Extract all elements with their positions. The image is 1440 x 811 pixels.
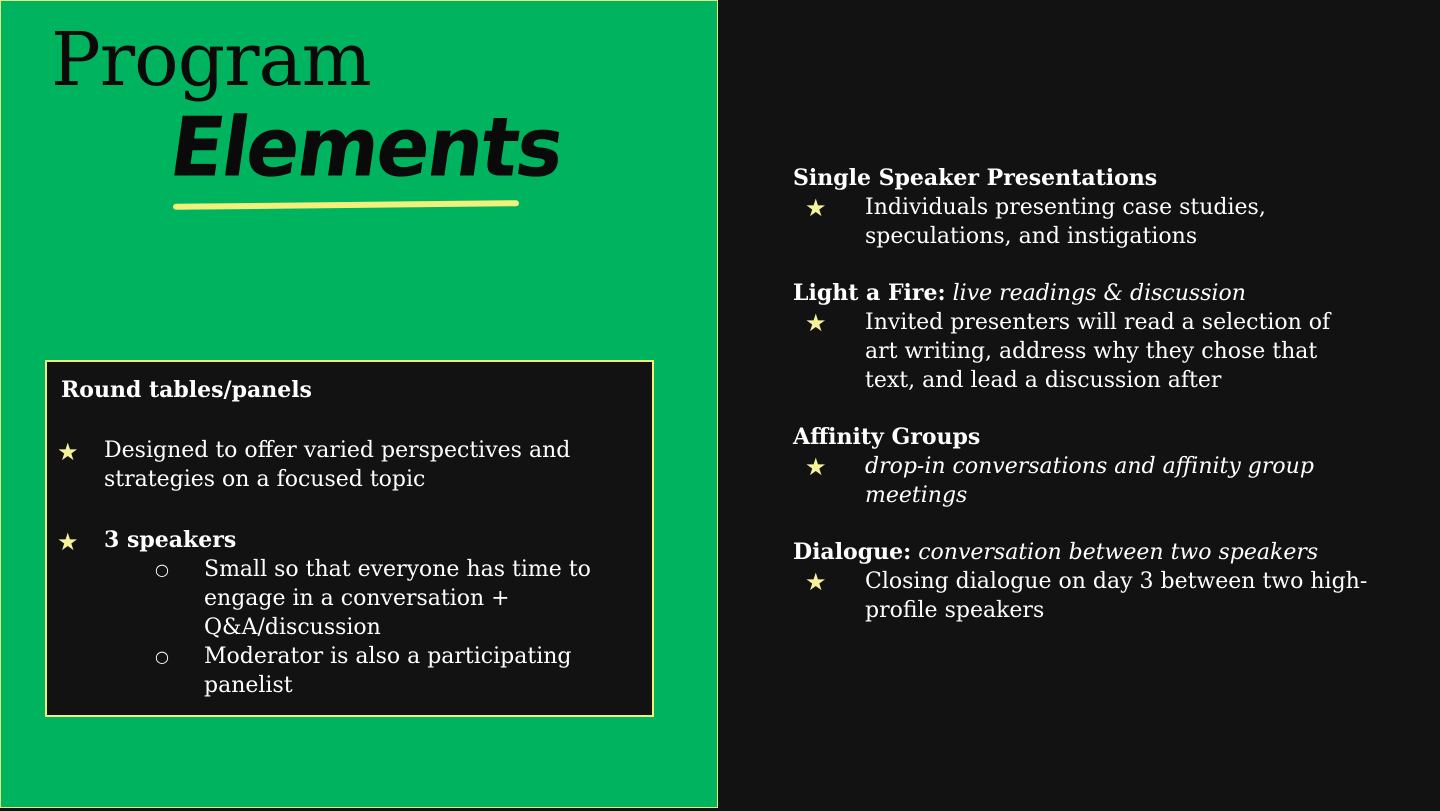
right-panel — [720, 0, 1440, 811]
section-heading-affinity-groups — [793, 423, 980, 452]
section-bullet: Invited presenters will read a selection of art writing, address why they chose that text, and lead a discussion after — [865, 310, 1331, 393]
section-bullet: Individuals presenting case studies, speculations, and instigations — [865, 195, 1266, 249]
star-icon: ★ — [805, 568, 827, 596]
section-title: Single Speaker Presentations — [793, 165, 1158, 191]
section-bullet: Closing dialogue on day 3 between two high-profile speakers — [865, 569, 1368, 623]
star-icon: ★ — [57, 528, 79, 556]
hollow-circle-icon: ○ — [155, 647, 169, 666]
section-title: Light a Fire: — [793, 280, 946, 306]
title-program: Program — [51, 17, 371, 103]
section-title: Affinity Groups — [793, 424, 981, 450]
section-heading-single-speaker — [793, 164, 1157, 193]
title-elements: Elements — [164, 100, 568, 196]
section-heading-dialogue — [793, 538, 1318, 567]
round-tables-box — [45, 360, 654, 717]
section-bullet: drop-in conversations and affinity group meetings — [865, 454, 1314, 508]
box-sub-bullet-2: Moderator is also a participating panelist — [204, 644, 572, 698]
box-sub-bullet-1: Small so that everyone has time to engage in a conversation + Q&A/discussion — [204, 557, 591, 640]
section-heading-light-a-fire — [793, 279, 1246, 308]
star-icon: ★ — [805, 453, 827, 481]
section-subtitle: conversation between two speakers — [918, 540, 1319, 565]
star-icon: ★ — [805, 194, 827, 222]
box-bullet-2: 3 speakers — [104, 527, 237, 553]
star-icon: ★ — [57, 438, 79, 466]
left-panel — [0, 0, 718, 808]
hollow-circle-icon: ○ — [155, 560, 169, 579]
box-heading: Round tables/panels — [61, 377, 312, 403]
box-bullet-1: Designed to offer varied perspectives and strategies on a focused topic — [104, 438, 571, 492]
section-subtitle: live readings & discussion — [952, 281, 1246, 306]
section-title: Dialogue: — [793, 539, 912, 565]
star-icon: ★ — [805, 309, 827, 337]
title-underline — [173, 200, 519, 210]
